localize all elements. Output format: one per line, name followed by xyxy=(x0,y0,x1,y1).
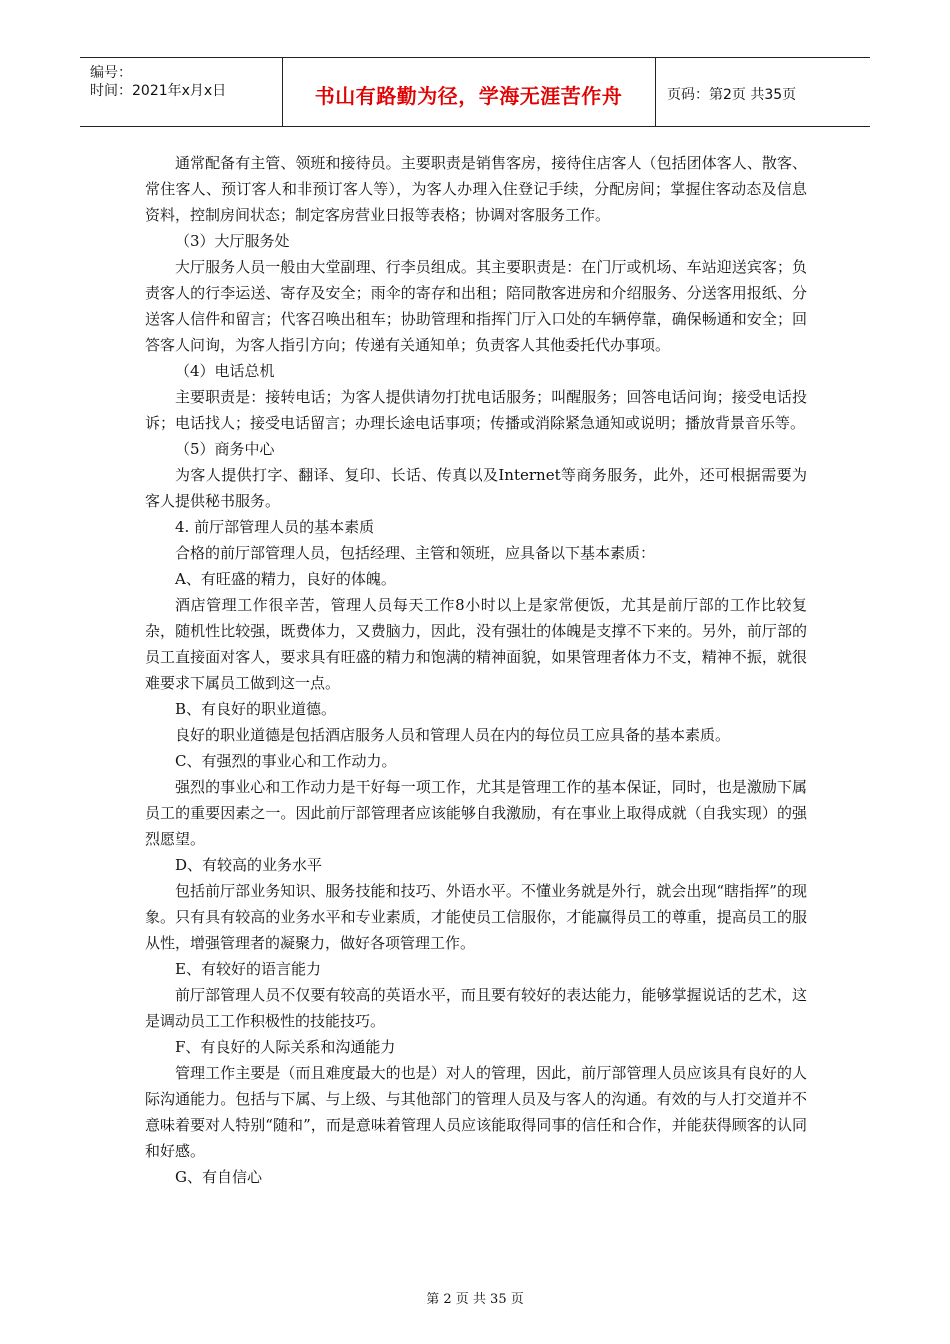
page-header xyxy=(80,57,870,127)
section-heading: （5）商务中心 xyxy=(175,440,275,458)
body-paragraph: 合格的前厅部管理人员，包括经理、主管和领班，应具备以下基本素质： xyxy=(175,544,656,562)
subsection-heading: C、有强烈的事业心和工作动力。 xyxy=(175,752,397,770)
header-motto: 书山有路勤为径，学海无涯苦作舟 xyxy=(314,84,623,108)
body-paragraph: 强烈的事业心和工作动力是干好每一项工作，尤其是管理工作的基本保证，同时，也是激励下属员工的重要因素之一。因此前厅部管理者应该能够自我激励，有在事业上取得成就（自我实现）的强烈愿望。 xyxy=(145,778,807,848)
header-meta xyxy=(80,58,283,126)
doc-date-label: 时间：2021年x月x日 xyxy=(90,83,227,99)
body-paragraph: 前厅部管理人员不仅要有较高的英语水平，而且要有较好的表达能力，能够掌握说话的艺术，这是调动员工工作积极性的技能技巧。 xyxy=(145,986,807,1030)
body-paragraph: 为客人提供打字、翻译、复印、长话、传真以及Internet等商务服务，此外，还可根据需要为客人提供秘书服务。 xyxy=(145,466,807,510)
section-heading: （3）大厅服务处 xyxy=(175,232,290,250)
header-motto-cell xyxy=(282,58,656,126)
document-body xyxy=(145,150,807,1190)
subsection-heading: A、有旺盛的精力，良好的体魄。 xyxy=(175,570,396,588)
section-heading: （4）电话总机 xyxy=(175,362,275,380)
body-paragraph: 主要职责是：接转电话；为客人提供请勿打扰电话服务；叫醒服务；回答电话问询；接受电话投诉；电话找人；接受电话留言；办理长途电话事项；传播或消除紧急通知或说明；播放背景音乐等。 xyxy=(145,388,807,432)
subsection-heading: B、有良好的职业道德。 xyxy=(175,700,337,718)
body-paragraph: 包括前厅部业务知识、服务技能和技巧、外语水平。不懂业务就是外行，就会出现“瞎指挥”的现象。只有具有较高的业务水平和专业素质，才能使员工信服你，才能赢得员工的尊重，提高员工的服从性，增强管理者的凝聚力，做好各项管理工作。 xyxy=(145,882,807,952)
doc-number-label: 编号： xyxy=(90,65,132,81)
body-paragraph: 通常配备有主管、领班和接待员。主要职责是销售客房，接待住店客人（包括团体客人、散客、常住客人、预订客人和非预订客人等），为客人办理入住登记手续，分配房间；掌握住客动态及信息资料，控制房间状态；制定客房营业日报等表格；协调对客服务工作。 xyxy=(145,154,807,224)
subsection-heading: D、有较高的业务水平 xyxy=(175,856,323,874)
subsection-heading: F、有良好的人际关系和沟通能力 xyxy=(175,1038,396,1056)
body-paragraph: 大厅服务人员一般由大堂副理、行李员组成。其主要职责是：在门厅或机场、车站迎送宾客；负责客人的行李运送、寄存及安全；雨伞的寄存和出租；陪同散客进房和介绍服务、分送客用报纸、分送客人信件和留言；代客召唤出租车；协助管理和指挥门厅入口处的车辆停靠，确保畅通和安全；回答客人问询，为客人指引方向；传递有关通知单；负责客人其他委托代办事项。 xyxy=(145,258,807,354)
body-paragraph: 管理工作主要是（而且难度最大的也是）对人的管理，因此，前厅部管理人员应该具有良好的人际沟通能力。包括与下属、与上级、与其他部门的管理人员及与客人的沟通。有效的与人打交道并不意味着要对人特别“随和”，而是意味着管理人员应该能取得同事的信任和合作，并能获得顾客的认同和好感。 xyxy=(145,1064,807,1160)
body-paragraph: 良好的职业道德是包括酒店服务人员和管理人员在内的每位员工应具备的基本素质。 xyxy=(175,726,731,744)
page-footer: 第 2 页 共 35 页 xyxy=(426,1292,524,1307)
header-page-info: 页码：第2页 共35页 xyxy=(667,87,797,103)
subsection-heading: E、有较好的语言能力 xyxy=(175,960,321,978)
subsection-heading: G、有自信心 xyxy=(175,1168,262,1186)
header-page-cell xyxy=(655,58,870,126)
body-paragraph: 酒店管理工作很辛苦，管理人员每天工作8小时以上是家常便饭，尤其是前厅部的工作比较复杂，随机性比较强，既费体力，又费脑力，因此，没有强壮的体魄是支撑不下来的。另外，前厅部的员工直接面对客人，要求具有旺盛的精力和饱满的精神面貌，如果管理者体力不支，精神不振，就很难要求下属员工做到这一点。 xyxy=(145,596,807,692)
section-heading: 4. 前厅部管理人员的基本素质 xyxy=(175,518,375,536)
